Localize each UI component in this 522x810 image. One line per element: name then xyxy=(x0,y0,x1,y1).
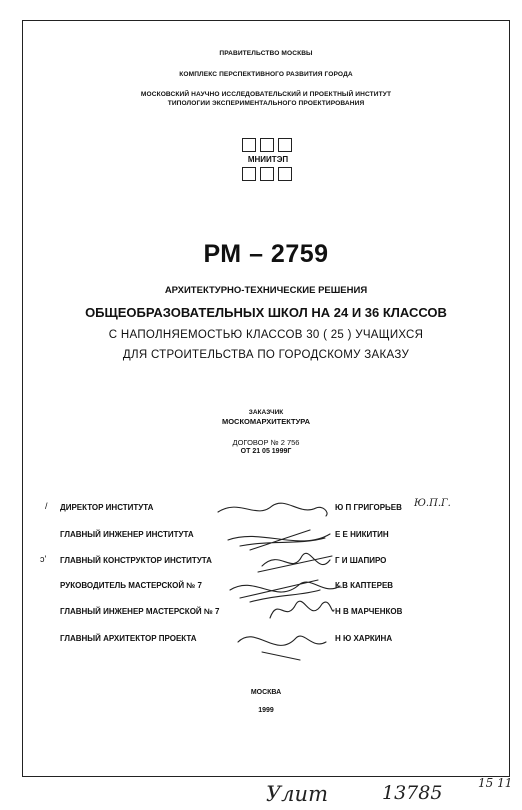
handwritten-inventory: Улит xyxy=(266,782,328,806)
role-chief-architect: ГЛАВНЫЙ АРХИТЕКТОР ПРОЕКТА xyxy=(60,634,197,643)
contract-date: ОТ 21 05 1999Г xyxy=(240,448,292,455)
handwritten-number: 13785 xyxy=(382,782,443,804)
signature-workshop-head xyxy=(230,580,340,602)
signature-workshop-engineer xyxy=(270,601,334,618)
role-workshop-engineer: ГЛАВНЫЙ ИНЖЕНЕР МАСТЕРСКОЙ № 7 xyxy=(60,607,220,616)
customer-name: МОСКОМАРХИТЕКТУРА xyxy=(221,417,311,426)
document-subtitle: АРХИТЕКТУРНО-ТЕХНИЧЕСКИЕ РЕШЕНИЯ xyxy=(164,285,368,296)
role-workshop-head: РУКОВОДИТЕЛЬ МАСТЕРСКОЙ № 7 xyxy=(60,581,202,590)
document-line2: ДЛЯ СТРОИТЕЛЬСТВА ПО ГОРОДСКОМУ ЗАКАЗУ xyxy=(122,349,410,361)
customer-label: ЗАКАЗЧИК xyxy=(248,409,284,416)
header-government: ПРАВИТЕЛЬСТВО МОСКВЫ xyxy=(219,50,313,57)
signature-director xyxy=(218,503,327,516)
document-line1: С НАПОЛНЯЕМОСТЬЮ КЛАССОВ 30 ( 25 ) УЧАЩИХСЯ xyxy=(108,329,424,341)
contract-number: ДОГОВОР № 2 756 xyxy=(232,438,300,447)
footer-year: 1999 xyxy=(258,707,274,714)
name-workshop-engineer: Н В МАРЧЕНКОВ xyxy=(335,607,403,616)
handwritten-note: Ю.П.Г. xyxy=(414,498,451,509)
header-institute: МОСКОВСКИЙ НАУЧНО ИССЛЕДОВАТЕЛЬСКИЙ И ПРОЕКТНЫЙ ИНСТИТУТ xyxy=(140,91,392,98)
handwritten-date: 15 11 xyxy=(478,776,513,790)
margin-mark-2: ↄ' xyxy=(40,554,47,564)
header-institute-line2: ТИПОЛОГИИ ЭКСПЕРИМЕНТАЛЬНОГО ПРОЕКТИРОВАНИЯ xyxy=(167,100,365,107)
document-title: ОБЩЕОБРАЗОВАТЕЛЬНЫХ ШКОЛ НА 24 И 36 КЛАССОВ xyxy=(85,305,447,320)
name-workshop-head: К.В КАПТЕРЕВ xyxy=(335,581,394,590)
logo-text: МНИИТЭП xyxy=(247,155,289,164)
signature-chief-designer xyxy=(258,553,332,572)
margin-mark-1: / xyxy=(45,501,48,511)
role-chief-engineer: ГЛАВНЫЙ ИНЖЕНЕР ИНСТИТУТА xyxy=(60,530,194,539)
name-director: Ю П ГРИГОРЬЕВ xyxy=(335,503,402,512)
role-chief-designer: ГЛАВНЫЙ КОНСТРУКТОР ИНСТИТУТА xyxy=(60,556,212,565)
document-code: РМ – 2759 xyxy=(203,240,329,268)
name-chief-engineer: Е Е НИКИТИН xyxy=(335,530,389,539)
signature-chief-engineer xyxy=(228,530,330,550)
header-complex: КОМПЛЕКС ПЕРСПЕКТИВНОГО РАЗВИТИЯ ГОРОДА xyxy=(179,71,353,78)
name-chief-designer: Г И ШАПИРО xyxy=(335,556,387,565)
name-chief-architect: Н Ю ХАРКИНА xyxy=(335,634,393,643)
footer-city: МОСКВА xyxy=(250,689,282,696)
signature-chief-architect xyxy=(238,636,326,660)
role-director: ДИРЕКТОР ИНСТИТУТА xyxy=(60,503,154,512)
